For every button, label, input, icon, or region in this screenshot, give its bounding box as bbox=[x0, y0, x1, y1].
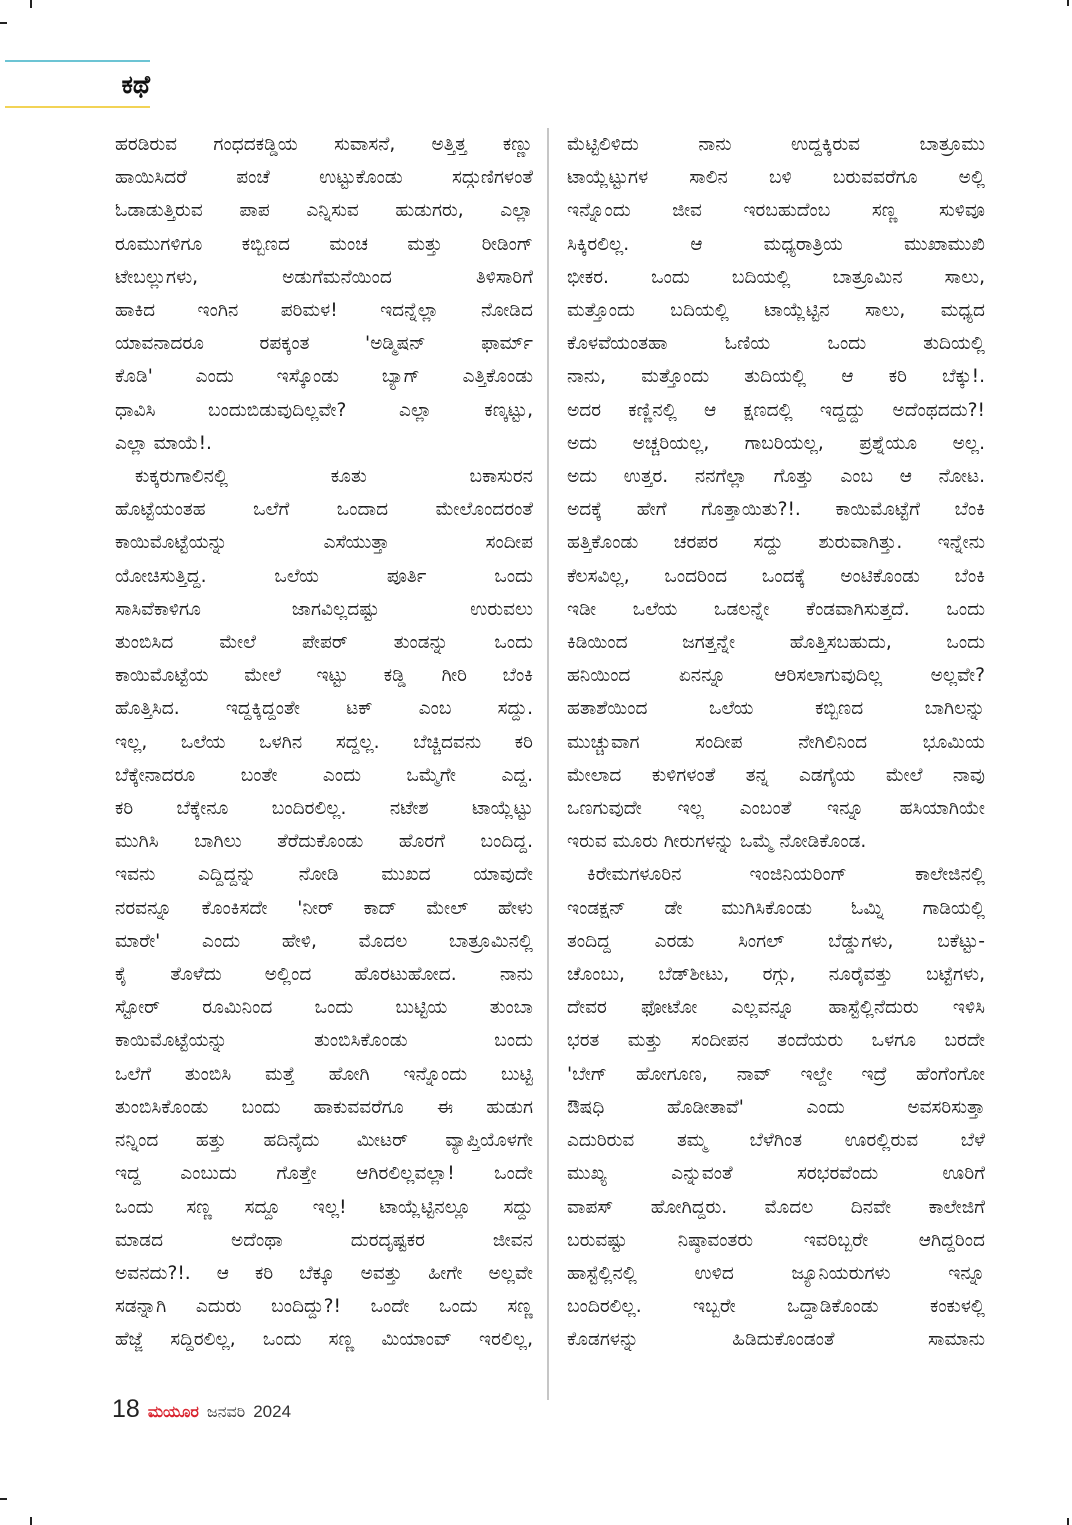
crop-mark-top-left-horizontal bbox=[0, 22, 7, 24]
text-line: ಹಾಯಿಸಿದರೆ ಪಂಚೆ ಉಟ್ಟುಕೊಂಡು ಸದ್ಗುಣಿಗಳಂತೆ bbox=[115, 167, 533, 189]
text-line: ಕಿರೇಮಗಳೂರಿನ ಇಂಜಿನಿಯರಿಂಗ್ ಕಾಲೇಜಿನಲ್ಲಿ bbox=[587, 864, 985, 886]
text-line: ಸಿಕ್ಕಿರಲಿಲ್ಲ. ಆ ಮಧ್ಯರಾತ್ರಿಯ ಮುಖಾಮುಖಿ bbox=[567, 233, 985, 255]
text-line: ಎಲ್ಲಾ ಮಾಯೆ!. bbox=[115, 432, 212, 454]
crop-mark-bottom-right-vertical bbox=[1067, 1518, 1069, 1525]
text-line: ಓಡಾಡುತ್ತಿರುವ ಪಾಪ ಎನ್ನಿಸುವ ಹುಡುಗರು, ಎಲ್ಲಾ bbox=[115, 200, 533, 222]
text-line: ಕಾಯಿಮೊಟ್ಟೆಯನ್ನು ಎಸೆಯುತ್ತಾ ಸಂದೀಪ bbox=[115, 532, 533, 554]
text-line: ಕೊಳವೆಯಂತಹಾ ಓಣಿಯ ಒಂದು ತುದಿಯಲ್ಲಿ bbox=[567, 333, 985, 355]
text-line: ನನ್ನಿಂದ ಹತ್ತು ಹದಿನೈದು ಮೀಟರ್ ವ್ಯಾಪ್ತಿಯೊಳಗೇ bbox=[115, 1130, 533, 1152]
text-line: ಇಲ್ಲ, ಒಲೆಯ ಒಳಗಿನ ಸದ್ದಲ್ಲ. ಬೆಚ್ಚಿದವನು ಕರಿ bbox=[115, 731, 533, 753]
text-line: ಹರಡಿರುವ ಗಂಧದಕಡ್ಡಿಯ ಸುವಾಸನೆ, ಅತ್ತಿತ್ತ ಕಣ್ಣು bbox=[115, 134, 533, 155]
text-line: ಮಾರೇ' ಎಂದು ಹೇಳಿ, ಮೊದಲ ಬಾತ್ರೂಮಿನಲ್ಲಿ bbox=[115, 930, 533, 952]
text-line: ಮುಚ್ಚುವಾಗ ಸಂದೀಪ ನೇಗಿಲಿನಿಂದ ಭೂಮಿಯ bbox=[567, 731, 985, 753]
text-line: ಕಾಯಿಮೊಟ್ಟೆಯನ್ನು ತುಂಬಿಸಿಕೊಂಡು ಬಂದು bbox=[115, 1030, 533, 1052]
text-line: ಕುಕ್ಕರುಗಾಲಿನಲ್ಲಿ ಕೂತು ಬಕಾಸುರನ bbox=[135, 466, 533, 488]
text-line: ಚೊಂಬು, ಬೆಡ್‌ಶೀಟು, ರಗ್ಗು, ನೂರೈವತ್ತು ಬಟ್ಟೆಗಳು, bbox=[567, 964, 985, 986]
left-text-column bbox=[115, 128, 533, 1357]
text-line: ತಂದಿದ್ದ ಎರಡು ಸಿಂಗಲ್ ಬೆಡ್ಡುಗಳು, ಬಕೆಟ್ಟು- bbox=[567, 930, 985, 952]
text-line: ಮಾಡದ ಅದೆಂಥಾ ದುರದೃಷ್ಟಕರ ಜೀವನ bbox=[115, 1229, 533, 1251]
paragraph bbox=[115, 460, 533, 1356]
paragraph bbox=[115, 128, 533, 460]
text-line: ಮೇಲಾದ ಕುಳಿಗಳಂತೆ ತನ್ನ ಎಡಗೈಯ ಮೇಲೆ ನಾವು bbox=[567, 764, 985, 786]
text-line: ಇಡೀ ಒಲೆಯ ಒಡಲನ್ನೇ ಕೆಂಡವಾಗಿಸುತ್ತದೆ. ಒಂದು bbox=[567, 598, 985, 620]
text-line: ಅದಕ್ಕೆ ಹೇಗೆ ಗೊತ್ತಾಯಿತು?!. ಕಾಯಿಮೊಟ್ಟೆಗೆ ಬೆಂಕಿ bbox=[567, 499, 985, 521]
text-line: ತುಂಬಿಸಿಕೊಂಡು ಬಂದು ಹಾಕುವವರೆಗೂ ಈ ಹುಡುಗ bbox=[115, 1096, 533, 1118]
text-line: ಒಂದು ಸಣ್ಣ ಸದ್ದೂ ಇಲ್ಲ! ಟಾಯ್ಲೆಟ್ಟಿನಲ್ಲೂ ಸದ್ದು bbox=[115, 1196, 533, 1218]
text-line: ಯೋಚಿಸುತ್ತಿದ್ದ. ಒಲೆಯ ಪೂರ್ತಿ ಒಂದು bbox=[115, 565, 533, 587]
text-line: ನರವನ್ನೂ ಕೊಂಕಿಸದೇ 'ನೀರ್ ಕಾದ್ ಮೇಲ್ ಹೇಳು bbox=[115, 897, 533, 919]
text-line: ಕೊಡಗಳನ್ನು ಹಿಡಿದುಕೊಂಡಂತೆ ಸಾಮಾನು bbox=[567, 1329, 985, 1351]
text-line: 'ಬೇಗ್ ಹೋಗೂಣ, ನಾವ್ ಇಲ್ದೇ ಇದ್ರೆ ಹೆಂಗೆಂಗೋ bbox=[567, 1063, 985, 1085]
text-line: ಟಾಯ್ಲೆಟ್ಟುಗಳ ಸಾಲಿನ ಬಳಿ ಬರುವವರೆಗೂ ಅಲ್ಲಿ bbox=[567, 167, 985, 189]
text-line: ಕಾಯಿಮೊಟ್ಟೆಯ ಮೇಲೆ ಇಟ್ಟು ಕಡ್ಡಿ ಗೀರಿ ಬೆಂಕಿ bbox=[115, 665, 533, 687]
text-line: ಕೊಡಿ' ಎಂದು ಇಸ್ಕೊಂಡು ಬ್ಯಾಗ್ ಎತ್ತಿಕೊಂಡು bbox=[115, 366, 533, 388]
text-line: ಮುಗಿಸಿ ಬಾಗಿಲು ತೆರೆದುಕೊಂಡು ಹೊರಗೆ ಬಂದಿದ್ದ. bbox=[115, 831, 533, 853]
text-line: ವಾಪಸ್ ಹೋಗಿದ್ದರು. ಮೊದಲ ದಿನವೇ ಕಾಲೇಜಿಗೆ bbox=[567, 1196, 985, 1218]
text-line: ಬಂದಿರಲಿಲ್ಲ. ಇಬ್ಬರೇ ಒದ್ದಾಡಿಕೊಂಡು ಕಂಕುಳಲ್ಲಿ bbox=[567, 1296, 985, 1318]
text-line: ಇಂಡಕ್ಷನ್ ಡೇ ಮುಗಿಸಿಕೊಂಡು ಓಮ್ನಿ ಗಾಡಿಯಲ್ಲಿ bbox=[567, 897, 985, 919]
text-line: ಒಲೆಗೆ ತುಂಬಿಸಿ ಮತ್ತೆ ಹೋಗಿ ಇನ್ನೊಂದು ಬುಟ್ಟಿ bbox=[115, 1063, 533, 1085]
text-line: ಎದುರಿರುವ ತಮ್ಮ ಬೆಳೆಗಿಂತ ಊರಲ್ಲಿರುವ ಬೆಳೆ bbox=[567, 1130, 985, 1152]
text-line: ದೇವರ ಫೋಟೋ ಎಲ್ಲವನ್ನೂ ಹಾಸ್ಟೆಲ್ಲಿನೆದುರು ಇಳಿಸಿ bbox=[567, 997, 985, 1019]
text-line: ಮೆಟ್ಟಿಲಿಳಿದು ನಾನು ಉದ್ದಕ್ಕಿರುವ ಬಾತ್ರೂಮು bbox=[567, 134, 985, 155]
text-line: ಬರುವಷ್ಟು ನಿಷ್ಠಾವಂತರು ಇವರಿಬ್ಬರೇ ಆಗಿದ್ದರಿಂದ bbox=[567, 1229, 985, 1251]
text-line: ನಾನು, ಮತ್ತೊಂದು ತುದಿಯಲ್ಲಿ ಆ ಕರಿ ಬೆಕ್ಕು!. bbox=[567, 366, 985, 388]
text-line: ಹೊತ್ತಿಸಿದ. ಇದ್ದಕ್ಕಿದ್ದಂತೇ ಟಕ್ ಎಂಬ ಸದ್ದು. bbox=[115, 698, 533, 720]
issue-year: 2024 bbox=[253, 1402, 292, 1421]
text-line: ಅದು ಅಚ್ಚರಿಯಲ್ಲ, ಗಾಬರಿಯಲ್ಲ, ಪ್ರಶ್ನೆಯೂ ಅಲ್ಲ. bbox=[567, 432, 985, 454]
text-line: ಹತ್ತಿಕೊಂಡು ಚರಪರ ಸದ್ದು ಶುರುವಾಗಿತ್ತು. ಇನ್ನೇನು bbox=[567, 532, 985, 554]
paragraph bbox=[567, 128, 985, 858]
text-line: ಹತಾಶೆಯಿಂದ ಒಲೆಯ ಕಬ್ಬಿಣದ ಬಾಗಿಲನ್ನು bbox=[567, 698, 985, 720]
text-line: ಒಣಗುವುದೇ ಇಲ್ಲ ಎಂಬಂತೆ ಇನ್ನೂ ಹಸಿಯಾಗಿಯೇ bbox=[567, 798, 985, 820]
text-line: ಹೊಟ್ಟೆಯಂತಹ ಒಲೆಗೆ ಒಂದಾದ ಮೇಲೊಂದರಂತೆ bbox=[115, 499, 533, 521]
text-line: ಮತ್ತೊಂದು ಬದಿಯಲ್ಲಿ ಟಾಯ್ಲೆಟ್ಟಿನ ಸಾಲು, ಮಧ್ಯದ bbox=[567, 300, 985, 322]
crop-mark-bottom-left-vertical bbox=[30, 1517, 32, 1525]
text-line: ಕೈ ತೊಳೆದು ಅಲ್ಲಿಂದ ಹೊರಟುಹೋದ. ನಾನು bbox=[115, 964, 533, 986]
text-line: ಇನ್ನೊಂದು ಜೀವ ಇರಬಹುದೆಂಬ ಸಣ್ಣ ಸುಳಿವೂ bbox=[567, 200, 985, 222]
section-title: ಕಥೆ bbox=[121, 70, 150, 99]
text-line: ಇದ್ದ ಎಂಬುದು ಗೊತ್ತೇ ಆಗಿರಲಿಲ್ಲವಲ್ಲಾ! ಒಂದೇ bbox=[115, 1163, 533, 1185]
paragraph bbox=[567, 858, 985, 1356]
text-line: ಔಷಧಿ ಹೊಡೀತಾವೆ' ಎಂದು ಅವಸರಿಸುತ್ತಾ bbox=[567, 1096, 985, 1118]
text-line: ಟೇಬಲ್ಲುಗಳು, ಅಡುಗೆಮನೆಯಿಂದ ತಿಳಿಸಾರಿಗೆ bbox=[115, 266, 533, 288]
text-line: ಸಡನ್ನಾಗಿ ಎದುರು ಬಂದಿದ್ದು?! ಒಂದೇ ಒಂದು ಸಣ್ಣ bbox=[115, 1296, 533, 1318]
text-line: ಸಾಸಿವೆಕಾಳಿಗೂ ಜಾಗವಿಲ್ಲದಷ್ಟು ಉರುವಲು bbox=[115, 598, 533, 620]
section-rule-bottom bbox=[5, 106, 150, 108]
issue-month: ಜನವರಿ bbox=[206, 1402, 246, 1421]
text-line: ಹಾಸ್ಟೆಲ್ಲಿನಲ್ಲಿ ಉಳಿದ ಜ್ಯೂನಿಯರುಗಳು ಇನ್ನೂ bbox=[567, 1262, 985, 1284]
crop-mark-top-left-vertical bbox=[30, 0, 32, 8]
text-line: ಸ್ಟೋರ್ ರೂಮಿನಿಂದ ಒಂದು ಬುಟ್ಟಿಯ ತುಂಬಾ bbox=[115, 997, 533, 1019]
text-line: ಭರತ ಮತ್ತು ಸಂದೀಪನ ತಂದೆಯರು ಒಳಗೂ ಬರದೇ bbox=[567, 1030, 985, 1052]
text-line: ಇವನು ಎದ್ದಿದ್ದನ್ನು ನೋಡಿ ಮುಖದ ಯಾವುದೇ bbox=[115, 864, 533, 886]
page-footer bbox=[112, 1395, 291, 1425]
text-line: ಭೀಕರ. ಒಂದು ಬದಿಯಲ್ಲಿ ಬಾತ್ರೂಮಿನ ಸಾಲು, bbox=[567, 266, 985, 288]
magazine-brand: ಮಯೂರ bbox=[147, 1402, 199, 1421]
text-line: ಯಾವನಾದರೂ ರಪಕ್ಕಂತ 'ಅಡ್ಮಿಷನ್ ಫಾರ್ಮ್ bbox=[115, 333, 533, 355]
crop-mark-bottom-left-horizontal bbox=[0, 1498, 7, 1500]
text-line: ಅವನದು?!. ಆ ಕರಿ ಬೆಕ್ಕೂ ಅವತ್ತು ಹೀಗೇ ಅಲ್ಲವೇ bbox=[115, 1262, 533, 1284]
text-line: ಮುಖ್ಯ ಎನ್ನುವಂತೆ ಸರಭರವೆಂದು ಊರಿಗೆ bbox=[567, 1163, 985, 1185]
text-line: ಹೆಜ್ಜೆ ಸದ್ದಿರಲಿಲ್ಲ, ಒಂದು ಸಣ್ಣ ಮಿಯಾಂವ್ ಇರಲಿಲ್ಲ, bbox=[115, 1329, 533, 1351]
text-line: ಕೆಲಸವಿಲ್ಲ, ಒಂದರಿಂದ ಒಂದಕ್ಕೆ ಅಂಟಿಕೊಂಡು ಬೆಂಕಿ bbox=[567, 565, 985, 587]
column-divider bbox=[547, 128, 549, 1400]
text-line: ಅದರ ಕಣ್ಣಿನಲ್ಲಿ ಆ ಕ್ಷಣದಲ್ಲಿ ಇದ್ದದ್ದು ಅದೆಂಥದದು?! bbox=[567, 399, 985, 421]
right-text-column bbox=[567, 128, 985, 1357]
page-number: 18 bbox=[112, 1395, 140, 1423]
text-line: ಅದು ಉತ್ತರ. ನನಗೆಲ್ಲಾ ಗೊತ್ತು ಎಂಬ ಆ ನೋಟ. bbox=[567, 466, 985, 488]
text-line: ಹನಿಯಿಂದ ಏನನ್ನೂ ಆರಿಸಲಾಗುವುದಿಲ್ಲ ಅಲ್ಲವೇ? bbox=[567, 665, 985, 687]
text-line: ಕಿಡಿಯಿಂದ ಜಗತ್ತನ್ನೇ ಹೊತ್ತಿಸಬಹುದು, ಒಂದು bbox=[567, 632, 985, 654]
section-rule-top bbox=[5, 60, 150, 62]
text-line: ಧಾವಿಸಿ ಬಂದುಬಿಡುವುದಿಲ್ಲವೇ? ಎಲ್ಲಾ ಕಣ್ಕಟ್ಟು, bbox=[115, 399, 533, 421]
text-line: ಕರಿ ಬೆಕ್ಕೇನೂ ಬಂದಿರಲಿಲ್ಲ. ನಟೇಶ ಟಾಯ್ಲೆಟ್ಟು bbox=[115, 798, 533, 820]
text-line: ರೂಮುಗಳಿಗೂ ಕಬ್ಬಿಣದ ಮಂಚ ಮತ್ತು ರೀಡಿಂಗ್ bbox=[115, 233, 533, 255]
text-line: ಹಾಕಿದ ಇಂಗಿನ ಪರಿಮಳ! ಇದನ್ನೆಲ್ಲಾ ನೋಡಿದ bbox=[115, 300, 533, 322]
text-line: ತುಂಬಿಸಿದ ಮೇಲೆ ಪೇಪರ್ ತುಂಡನ್ನು ಒಂದು bbox=[115, 632, 533, 654]
section-header bbox=[5, 58, 150, 108]
text-line: ಬೆಕ್ಕೇನಾದರೂ ಬಂತೇ ಎಂದು ಒಮ್ಮೆಗೇ ಎದ್ದ. bbox=[115, 764, 533, 786]
crop-mark-top-right-vertical bbox=[1067, 0, 1069, 6]
text-line: ಇರುವ ಮೂರು ಗೀರುಗಳನ್ನು ಒಮ್ಮೆ ನೋಡಿಕೊಂಡ. bbox=[567, 831, 867, 853]
